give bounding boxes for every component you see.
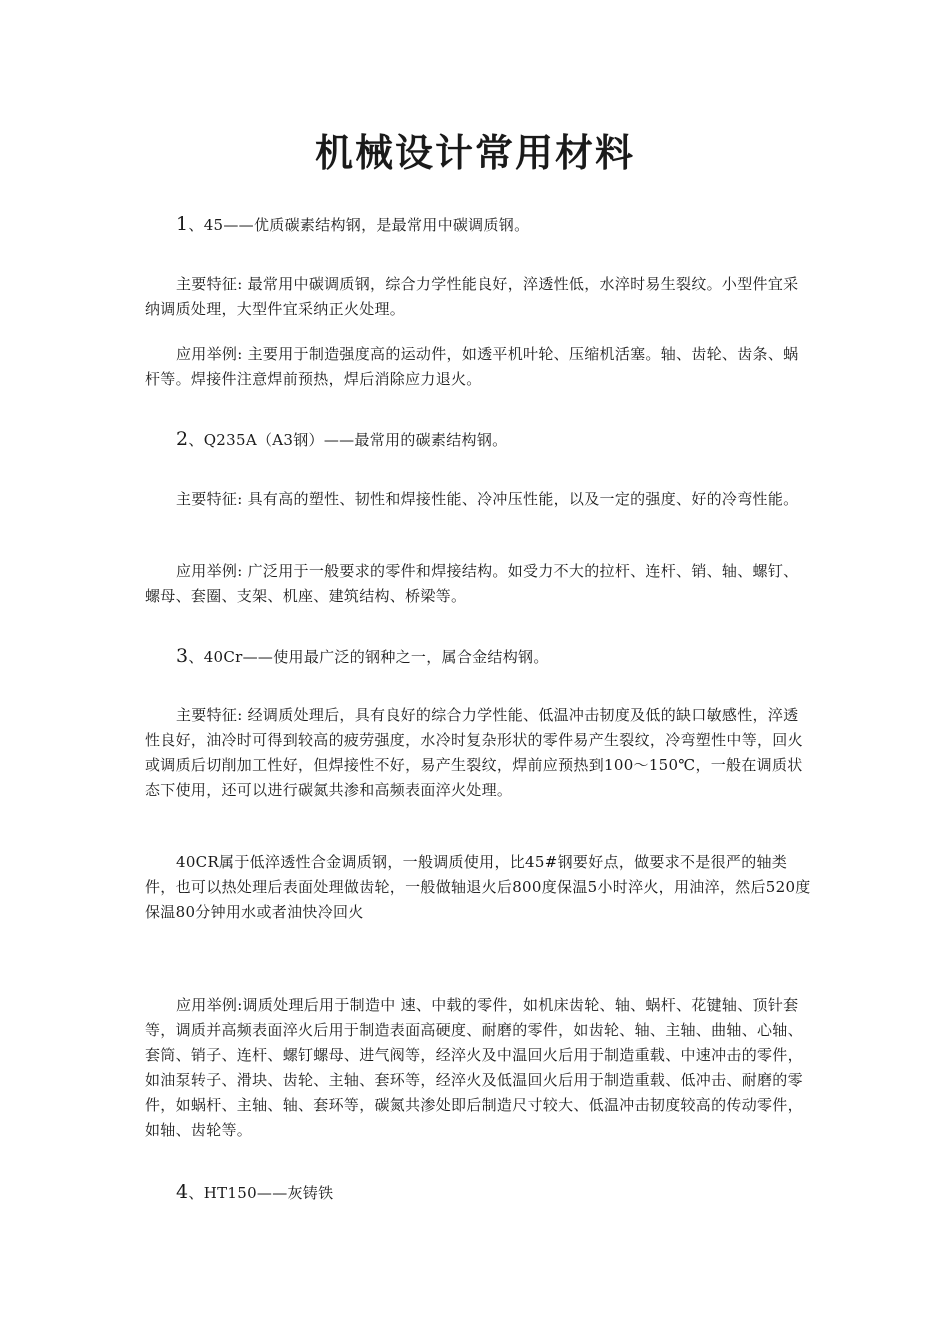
page-title: 机械设计常用材料 bbox=[314, 130, 635, 175]
section-2-paragraph-2: 应用举例: 广泛用于一般要求的零件和焊接结构。如受力不大的拉杆、连杆、销、轴、螺钉、螺母、套圈、支架、机座、建筑结构、桥梁等。 bbox=[145, 562, 799, 605]
section-3-heading bbox=[145, 644, 813, 670]
section-2-heading-text: 、Q235A（A3钢）——最常用的碳素结构钢。 bbox=[188, 431, 508, 449]
section-3-paragraph-2: 40CR属于低淬透性合金调质钢，一般调质使用，比45#钢要好点，做要求不是很严的轴类件，也可以热处理后表面处理做齿轮，一般做轴退火后800度保温5小时淬火，用油淬，然后520度保温80分钟用水或者油快冷回火 bbox=[145, 853, 811, 921]
section-4-number: 4 bbox=[176, 1181, 189, 1203]
section-4-heading bbox=[145, 1180, 813, 1206]
section-3-paragraph-1: 主要特征: 经调质处理后，具有良好的综合力学性能、低温冲击韧度及低的缺口敏感性，淬透性良好，油冷时可得到较高的疲劳强度，水冷时复杂形状的零件易产生裂纹，冷弯塑性中等，回火或调质后切削加工性好，但焊接性不好，易产生裂纹，焊前应预热到100～150℃，一般在调质状态下使用，还可以进行碳氮共渗和高频表面淬火处理。 bbox=[145, 706, 803, 799]
section-3-heading-text: 、40Cr——使用最广泛的钢种之一，属合金结构钢。 bbox=[188, 648, 549, 666]
section-1-heading bbox=[145, 212, 813, 238]
section-1-number: 1 bbox=[176, 213, 189, 235]
section-1-paragraph-1: 主要特征: 最常用中碳调质钢，综合力学性能良好，淬透性低，水淬时易生裂纹。小型件宜采纳调质处理，大型件宜采纳正火处理。 bbox=[145, 275, 799, 318]
section-2-heading bbox=[145, 427, 813, 453]
section-2-paragraph-1: 主要特征: 具有高的塑性、韧性和焊接性能、冷冲压性能，以及一定的强度、好的冷弯性能。 bbox=[176, 490, 799, 508]
section-4-heading-text: 、HT150——灰铸铁 bbox=[188, 1184, 334, 1202]
section-2-number: 2 bbox=[176, 428, 189, 450]
section-1-heading-text: 、45——优质碳素结构钢，是最常用中碳调质钢。 bbox=[188, 216, 530, 234]
section-1-paragraph-2: 应用举例: 主要用于制造强度高的运动件，如透平机叶轮、压缩机活塞。轴、齿轮、齿条、蜗杆等。焊接件注意焊前预热，焊后消除应力退火。 bbox=[145, 345, 799, 388]
section-3-number: 3 bbox=[176, 645, 189, 667]
section-3-paragraph-3: 应用举例:调质处理后用于制造中 速、中载的零件，如机床齿轮、轴、蜗杆、花键轴、顶针套等，调质并高频表面淬火后用于制造表面高硬度、耐磨的零件，如齿轮、轴、主轴、曲轴、心轴、套筒、销子、连杆、螺钉螺母、进气阀等，经淬火及中温回火后用于制造重载、中速冲击的零件，如油泵转子、滑块、齿轮、主轴、套环等，经淬火及低温回火后用于制造重载、低冲击、耐磨的零件，如蜗杆、主轴、轴、套环等，碳氮共渗处即后制造尺寸较大、低温冲击韧度较高的传动零件，如轴、齿轮等。 bbox=[145, 996, 803, 1139]
